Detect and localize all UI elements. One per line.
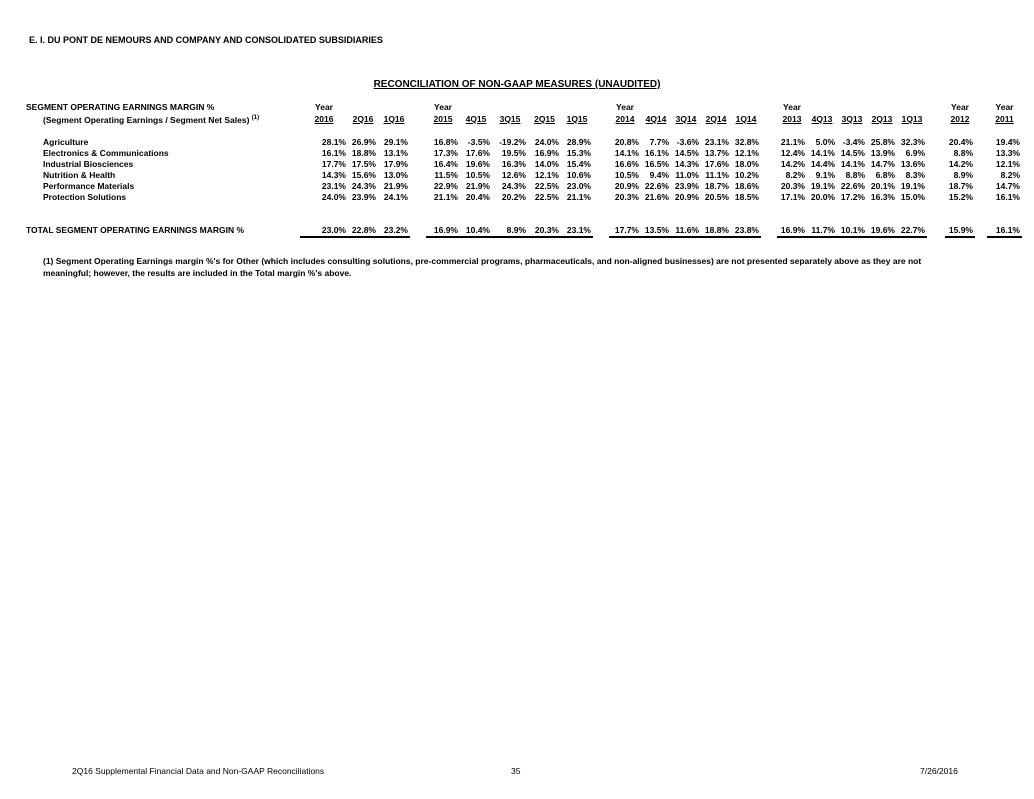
margin-value: 20.9% (614, 180, 639, 191)
margin-value: 20.3% (614, 191, 639, 202)
header-row-top (26, 102, 1022, 113)
margin-value: -19.2% (499, 136, 526, 147)
margin-value: 24.1% (383, 191, 408, 202)
footnote-marker: (1) (251, 115, 260, 121)
column-header-period (837, 113, 867, 126)
margin-value: 8.2% (1000, 169, 1020, 180)
column-header-year (731, 102, 761, 113)
margin-value: 18.5% (734, 191, 759, 202)
margin-value: 8.2% (785, 169, 805, 180)
column-header-period (807, 113, 837, 126)
total-value: 16.9% (426, 225, 460, 237)
margin-value: 17.5% (351, 158, 376, 169)
margin-value: 13.3% (995, 147, 1020, 158)
column-header-year (528, 102, 561, 113)
total-value: 13.5% (641, 225, 671, 237)
column-header-year (807, 102, 837, 113)
margin-value: 12.1% (534, 169, 559, 180)
margin-value: 13.7% (704, 147, 729, 158)
table-row (26, 148, 1022, 159)
total-value: 23.2% (378, 225, 410, 237)
margin-value: 22.6% (840, 180, 865, 191)
column-header-label: 3Q14 (675, 113, 697, 124)
column-header-label: 2012 (950, 113, 970, 124)
margin-value: 12.4% (780, 147, 805, 158)
table-row (26, 181, 1022, 192)
margin-value: 14.1% (614, 147, 639, 158)
column-header-year (378, 102, 410, 113)
column-header-year (897, 102, 927, 113)
margin-value: 23.9% (674, 180, 699, 191)
total-value: 23.1% (561, 225, 593, 237)
header-row-bottom (26, 113, 1022, 126)
margin-value: 13.1% (383, 147, 408, 158)
margin-value: 22.9% (433, 180, 458, 191)
margin-value: 21.6% (644, 191, 669, 202)
column-header-period (641, 113, 671, 126)
column-header-label: 2013 (782, 113, 802, 124)
footer-title: 2Q16 Supplemental Financial Data and Non-GAAP Reconciliations (72, 766, 325, 776)
table-subtitle (26, 113, 300, 126)
total-value: 23.0% (300, 225, 348, 237)
margin-value: 14.2% (780, 158, 805, 169)
margin-value: 12.1% (995, 158, 1020, 169)
segment-label: Protection Solutions (43, 191, 127, 202)
margin-value: 24.3% (501, 180, 526, 191)
column-header-label: 1Q13 (901, 113, 923, 124)
margin-value: 16.6% (614, 158, 639, 169)
total-value: 16.1% (987, 225, 1022, 237)
margin-value: 19.4% (995, 136, 1020, 147)
margin-value: 23.9% (351, 191, 376, 202)
column-header-period (945, 113, 975, 126)
margin-value: 8.8% (953, 147, 973, 158)
page-number: 35 (511, 766, 521, 776)
column-header-period (701, 113, 731, 126)
total-value: 23.8% (731, 225, 761, 237)
total-row (26, 225, 1022, 237)
column-header-year (867, 102, 897, 113)
margin-value: 5.0% (815, 136, 835, 147)
margin-value: 17.9% (383, 158, 408, 169)
table-row (26, 137, 1022, 148)
margin-value: 24.0% (534, 136, 559, 147)
column-header-period (378, 113, 410, 126)
column-header-label: 1Q15 (566, 113, 588, 124)
column-header-year (460, 102, 492, 113)
margin-value: 22.6% (644, 180, 669, 191)
margin-value: 20.5% (704, 191, 729, 202)
margin-value: 13.9% (870, 147, 895, 158)
column-header-period (609, 113, 641, 126)
margin-value: 20.4% (465, 191, 490, 202)
margin-value: 10.6% (566, 169, 591, 180)
margin-value: 22.5% (534, 191, 559, 202)
margin-value: 28.1% (321, 136, 346, 147)
margin-value: 14.4% (810, 158, 835, 169)
margin-value: 10.5% (614, 169, 639, 180)
margin-value: -3.6% (676, 136, 699, 147)
column-header-year: Year (995, 102, 1014, 112)
total-value: 10.4% (460, 225, 492, 237)
margin-value: 15.0% (900, 191, 925, 202)
total-label: TOTAL SEGMENT OPERATING EARNINGS MARGIN % (26, 225, 245, 236)
margin-value: 18.6% (734, 180, 759, 191)
margin-value: 13.6% (900, 158, 925, 169)
margin-value: 23.1% (704, 136, 729, 147)
margin-value: 20.2% (501, 191, 526, 202)
margin-value: 20.4% (948, 136, 973, 147)
margin-value: 17.3% (433, 147, 458, 158)
margin-value: 6.8% (875, 169, 895, 180)
column-header-period (561, 113, 593, 126)
column-header-period (987, 113, 1022, 126)
column-header-label: 2Q15 (534, 113, 555, 124)
total-value: 10.1% (837, 225, 867, 237)
total-value: 19.6% (867, 225, 897, 237)
footnote: (1) Segment Operating Earnings margin %'s for Other (which includes consulting solutions, pre-commercial programs, pharmaceuticals, and non-aligned businesses) are not presented separately above as they are not meaningful; however, the results are included in the Total margin %'s above. (43, 256, 922, 278)
column-header-period (426, 113, 460, 126)
column-header-year (492, 102, 528, 113)
total-value: 11.6% (671, 225, 701, 237)
column-header-year (701, 102, 731, 113)
column-header-label: 4Q13 (811, 113, 833, 124)
total-value: 22.8% (348, 225, 378, 237)
margin-value: 10.5% (465, 169, 490, 180)
margin-value: 24.3% (351, 180, 376, 191)
column-header-label: 3Q15 (499, 113, 521, 124)
margin-value: 8.3% (905, 169, 925, 180)
margin-value: 14.7% (995, 180, 1020, 191)
margin-value: 20.1% (870, 180, 895, 191)
column-header-label: 3Q13 (841, 113, 863, 124)
margin-value: 14.3% (321, 169, 346, 180)
table-row (26, 159, 1022, 170)
total-value: 20.3% (528, 225, 561, 237)
segment-label: Performance Materials (43, 180, 135, 191)
column-header-period (348, 113, 378, 126)
column-header-year (837, 102, 867, 113)
margin-value: 20.0% (810, 191, 835, 202)
margin-value: 28.9% (566, 136, 591, 147)
margin-value: 19.6% (465, 158, 490, 169)
margin-value: 19.1% (900, 180, 925, 191)
margin-value: 14.0% (534, 158, 559, 169)
company-name: E. I. DU PONT DE NEMOURS AND COMPANY AND CONSOLIDATED SUBSIDIARIES (29, 35, 383, 45)
column-header-year: Year (434, 102, 452, 112)
margin-value: 16.1% (321, 147, 346, 158)
margin-value: 23.0% (566, 180, 591, 191)
margin-value: 17.6% (465, 147, 490, 158)
margin-value: 16.4% (433, 158, 458, 169)
column-header-year (561, 102, 593, 113)
column-header-year: Year (616, 102, 634, 112)
margin-value: 21.1% (780, 136, 805, 147)
column-header-period (528, 113, 561, 126)
margin-value: 16.3% (870, 191, 895, 202)
margin-value: 14.3% (674, 158, 699, 169)
margin-value: 16.8% (433, 136, 458, 147)
column-header-label: 2Q14 (705, 113, 727, 124)
margin-value: 32.8% (734, 136, 759, 147)
column-header-period (731, 113, 761, 126)
margin-value: 18.7% (704, 180, 729, 191)
margin-value: 21.1% (566, 191, 591, 202)
margin-value: 21.9% (465, 180, 490, 191)
total-value: 18.8% (701, 225, 731, 237)
section-label: SEGMENT OPERATING EARNINGS MARGIN % (26, 102, 215, 112)
column-header-label: 1Q14 (735, 113, 757, 124)
table-row (26, 170, 1022, 181)
margin-value: 16.5% (644, 158, 669, 169)
margin-value: 19.5% (501, 147, 526, 158)
column-header-period (300, 113, 348, 126)
column-header-label: 2015 (433, 113, 453, 124)
margin-value: 12.1% (734, 147, 759, 158)
margin-table (26, 102, 1022, 238)
margin-value: 11.0% (675, 169, 699, 180)
total-value: 15.9% (945, 225, 975, 237)
margin-value: 25.8% (870, 136, 895, 147)
margin-value: -3.5% (467, 136, 490, 147)
margin-value: 14.1% (810, 147, 835, 158)
table-row (26, 192, 1022, 203)
margin-value: 21.9% (383, 180, 408, 191)
margin-value: 22.5% (534, 180, 559, 191)
margin-value: 18.0% (734, 158, 759, 169)
margin-value: 21.1% (433, 191, 458, 202)
margin-value: 29.1% (383, 136, 408, 147)
margin-value: 8.9% (953, 169, 973, 180)
margin-value: 11.5% (434, 169, 458, 180)
column-header-label: 2Q16 (352, 113, 374, 124)
margin-value: -3.4% (842, 136, 865, 147)
segment-label: Electronics & Communications (43, 147, 169, 158)
column-header-year (671, 102, 701, 113)
column-header-year (641, 102, 671, 113)
margin-value: 18.8% (351, 147, 376, 158)
column-header-label: 2011 (995, 113, 1014, 124)
total-value: 11.7% (807, 225, 837, 237)
column-header-year: Year (951, 102, 969, 112)
margin-value: 14.5% (674, 147, 699, 158)
margin-value: 14.2% (948, 158, 973, 169)
column-header-label: 4Q15 (465, 113, 487, 124)
column-header-year (348, 102, 378, 113)
margin-value: 19.1% (810, 180, 835, 191)
margin-value: 24.0% (321, 191, 346, 202)
margin-value: 17.7% (321, 158, 346, 169)
segment-label: Industrial Biosciences (43, 158, 134, 169)
column-header-period (671, 113, 701, 126)
footer-date: 7/26/2016 (920, 766, 958, 776)
total-value: 22.7% (897, 225, 927, 237)
column-header-period (492, 113, 528, 126)
margin-value: 18.7% (948, 180, 973, 191)
column-header-period (867, 113, 897, 126)
margin-value: 16.9% (534, 147, 559, 158)
margin-value: 16.1% (995, 191, 1020, 202)
margin-value: 11.1% (705, 169, 729, 180)
margin-value: 9.4% (649, 169, 669, 180)
column-header-label: 4Q14 (645, 113, 667, 124)
margin-value: 15.6% (351, 169, 376, 180)
column-header-label: 2Q13 (871, 113, 893, 124)
column-header-period (777, 113, 807, 126)
column-header-period (460, 113, 492, 126)
margin-value: 16.3% (501, 158, 526, 169)
margin-value: 20.8% (614, 136, 639, 147)
margin-value: 10.2% (734, 169, 759, 180)
margin-value: 17.6% (704, 158, 729, 169)
margin-value: 15.4% (566, 158, 591, 169)
page-title: RECONCILIATION OF NON-GAAP MEASURES (UNAUDITED) (373, 79, 661, 90)
total-value: 8.9% (492, 225, 528, 237)
column-header-label: 1Q16 (383, 113, 405, 124)
margin-value: 6.9% (905, 147, 925, 158)
margin-value: 7.7% (649, 136, 669, 147)
segment-label: Nutrition & Health (43, 169, 116, 180)
margin-value: 14.5% (840, 147, 865, 158)
column-header-label: 2014 (615, 113, 635, 124)
margin-value: 20.3% (780, 180, 805, 191)
margin-value: 17.2% (840, 191, 865, 202)
margin-value: 15.2% (948, 191, 973, 202)
margin-value: 15.3% (566, 147, 591, 158)
margin-value: 32.3% (900, 136, 925, 147)
column-header-year: Year (783, 102, 801, 112)
total-value: 17.7% (609, 225, 641, 237)
margin-value: 14.7% (870, 158, 895, 169)
margin-value: 23.1% (321, 180, 346, 191)
margin-value: 14.1% (840, 158, 865, 169)
margin-value: 20.9% (674, 191, 699, 202)
column-header-label: 2016 (314, 113, 334, 124)
margin-value: 26.9% (351, 136, 376, 147)
segment-label: Agriculture (43, 136, 89, 147)
subtitle-text: (Segment Operating Earnings / Segment Net Sales) (43, 114, 250, 125)
total-value: 16.9% (777, 225, 807, 237)
margin-value: 9.1% (815, 169, 835, 180)
margin-value: 8.8% (845, 169, 865, 180)
margin-value: 13.0% (383, 169, 408, 180)
column-header-period (897, 113, 927, 126)
column-header-year: Year (315, 102, 333, 112)
margin-value: 12.6% (501, 169, 526, 180)
margin-value: 16.1% (644, 147, 669, 158)
margin-value: 17.1% (780, 191, 805, 202)
